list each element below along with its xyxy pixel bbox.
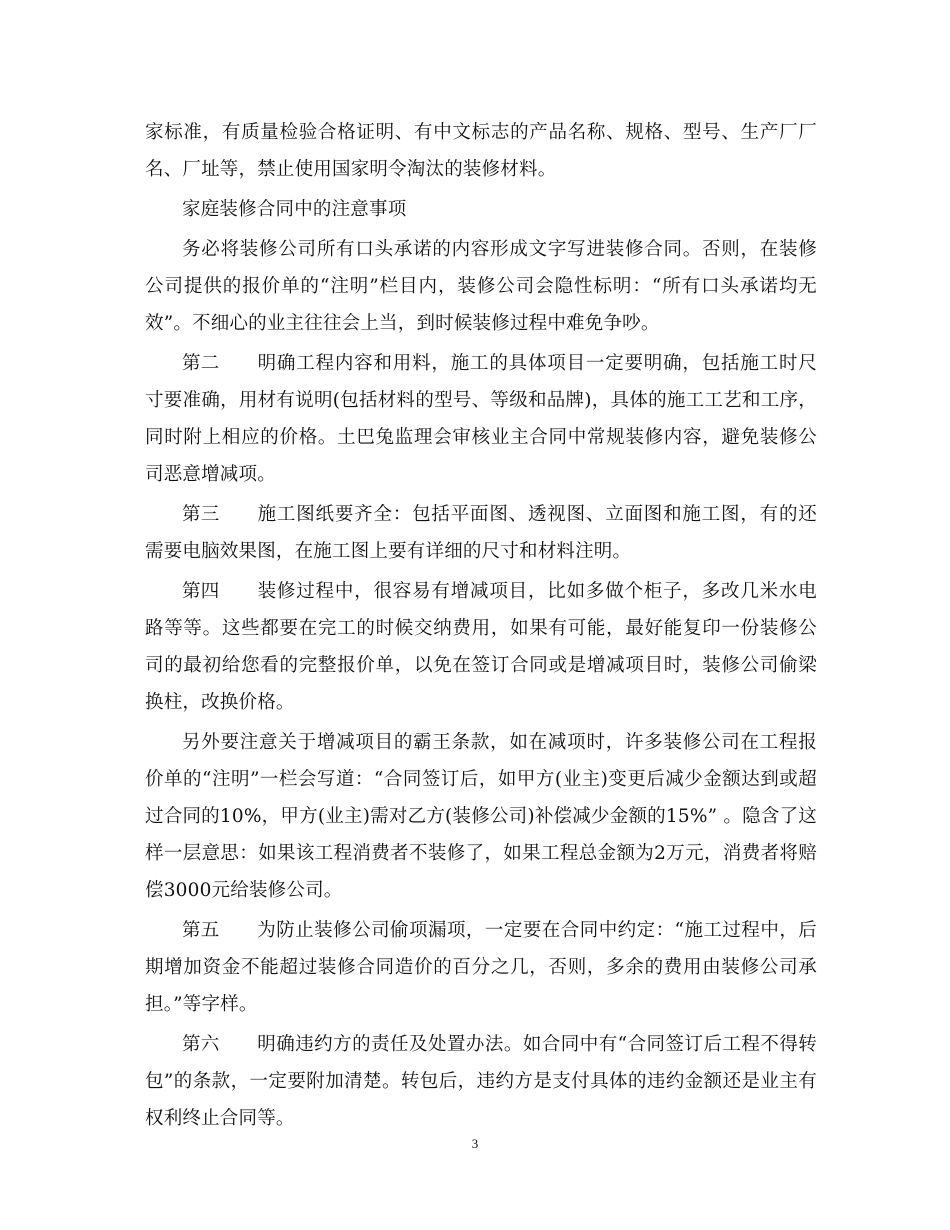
clause-number: 第五 <box>182 920 220 941</box>
paragraph: 务必将装修公司所有口头承诺的内容形成文字写进装修合同。否则，在装修公司提供的报价单的“注明”栏目内，装修公司会隐性标明：“所有口头承诺均无效”。不细心的业主往往会上当，到时候装修过程中难免争吵。 <box>145 239 817 334</box>
paragraph: 第二 明确工程内容和用料，施工的具体项目一定要明确，包括施工时尺寸要准确，用材有说明(包括材料的型号、等级和品牌)，具体的施工工艺和工序，同时附上相应的价格。土巴兔监理会审核业主合同中常规装修内容，避免装修公司恶意增减项。 <box>145 345 817 493</box>
paragraph: 第三 施工图纸要齐全：包括平面图、透视图、立面图和施工图，有的还需要电脑效果图，在施工图上要有详细的尺寸和材料注明。 <box>145 496 817 570</box>
paragraph: 第六 明确违约方的责任及处置办法。如合同中有“合同签订后工程不得转包”的条款，一定要附加清楚。转包后，违约方是支付具体的违约金额还是业主有权利终止合同等。 <box>145 1026 817 1137</box>
clause-number: 第二 <box>182 353 220 374</box>
section-heading: 家庭装修合同中的注意事项 <box>182 199 407 220</box>
clause-number: 第六 <box>182 1034 220 1055</box>
page-number: 3 <box>471 1136 479 1151</box>
clause-number: 第三 <box>182 504 220 525</box>
paragraph: 第五 为防止装修公司偷项漏项，一定要在合同中约定：“施工过程中，后期增加资金不能超过装修合同造价的百分之几，否则，多余的费用由装修公司承担。”等字样。 <box>145 912 817 1023</box>
paragraph: 家标准，有质量检验合格证明、有中文标志的产品名称、规格、型号、生产厂厂名、厂址等，禁止使用国家明令淘汰的装修材料。 <box>145 122 817 180</box>
document-body <box>145 114 817 1140</box>
paragraph: 第四 装修过程中，很容易有增减项目，比如多做个柜子，多改几米水电路等等。这些都要在完工的时候交纳费用，如果有可能，最好能复印一份装修公司的最初给您看的完整报价单，以免在签订合同或是增减项目时，装修公司偷梁换柱，改换价格。 <box>145 573 817 721</box>
clause-number: 第四 <box>182 581 220 602</box>
paragraph: 另外要注意关于增减项目的霸王条款，如在减项时，许多装修公司在工程报价单的“注明”一栏会写道：“合同签订后，如甲方(业主)变更后减少金额达到或超过合同的10%，甲方(业主)需对乙方(装修公司)补偿减少金额的15%” 。隐含了这样一层意思：如果该工程消费者不装修了，如果工程总金额为2万元，消费者将赔偿3000元给装修公司。 <box>145 732 817 901</box>
